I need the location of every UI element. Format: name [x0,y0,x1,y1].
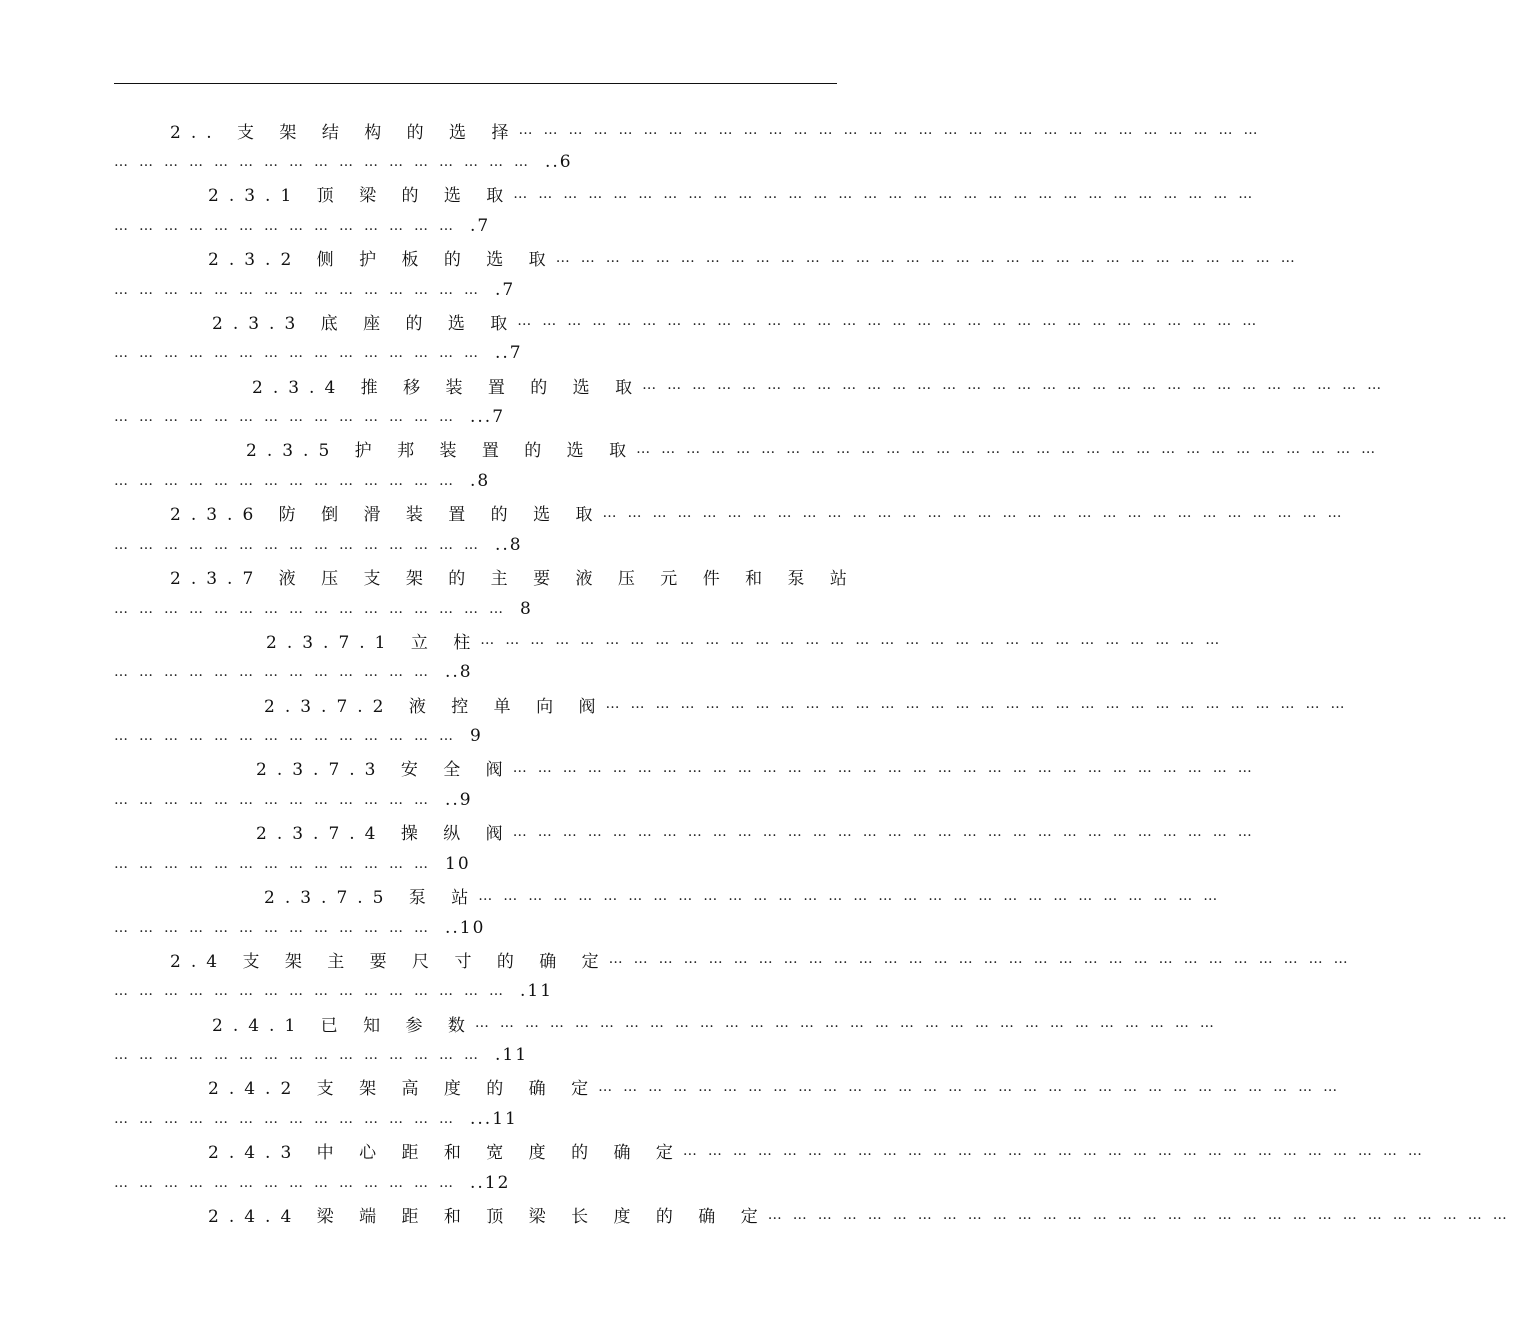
toc-entry-title: 2.3.1 顶 梁 的 选 取 [208,186,514,207]
dot-leader: …………………………………………… [114,154,539,170]
toc-entry[interactable] [114,626,1231,690]
dot-leader: …………………………………… [114,1174,464,1191]
table-of-contents [114,116,1518,1264]
toc-page-number: 8 [520,598,533,619]
toc-entry-title: 2.4.4 梁 端 距 和 顶 梁 长 度 的 确 定 [208,1207,768,1228]
dot-leader: ……………………………………………………………………………… [512,759,1263,776]
dot-leader: ………………………………… [114,664,439,681]
dot-leader: ……………………………………………………………………………… [474,1015,1225,1032]
toc-page-number: ..8 [495,534,523,555]
toc-entry-title: 2.3.7.5 泵 站 [264,888,479,909]
toc-page-number: ...7 [470,407,506,428]
dot-leader: ……………………………………………………………………………… [555,249,1306,266]
dot-leader: ……………………………………… [114,281,489,298]
toc-entry[interactable] [114,1137,1433,1201]
toc-entry[interactable] [114,244,1306,308]
dot-leader: ………………………………………… [114,600,514,617]
toc-entry[interactable] [114,754,1263,818]
dot-leader: ………………………………… [114,855,439,872]
dot-leader: ……………………………………… [114,345,489,362]
toc-entry[interactable] [114,307,1268,371]
toc-entry-title: 2.4.1 已 知 参 数 [212,1015,475,1036]
toc-entry-title: 2.. 支 架 结 构 的 选 择 [170,122,519,143]
toc-entry-title: 2.3.7.2 液 控 单 向 阀 [264,696,606,717]
dot-leader: ……………………………………………………………………………… [605,696,1356,713]
toc-entry[interactable] [114,371,1393,435]
toc-entry-title: 2.3.6 防 倒 滑 装 置 的 选 取 [170,505,603,526]
toc-entry[interactable] [114,690,1356,754]
dot-leader: …………………………………… [114,409,464,426]
toc-entry-title: 2.3.7.4 操 纵 阀 [256,824,513,845]
header-rule [114,83,837,84]
dot-leader: ……………………………………… [114,536,489,553]
toc-page-number: ..8 [445,662,473,683]
toc-entry-title: 2.4.2 支 架 高 度 的 确 定 [208,1079,599,1100]
toc-entry-title: 2.4 支 架 主 要 尺 寸 的 确 定 [170,951,609,972]
toc-page-number: 9 [470,726,483,747]
toc-entry[interactable] [114,1009,1225,1073]
toc-entry-title: 2.3.4 推 移 装 置 的 选 取 [252,377,643,398]
toc-entry[interactable] [114,1201,1518,1265]
toc-entry[interactable] [114,882,1229,946]
toc-page-number: .7 [470,215,491,236]
toc-page-number: .7 [495,279,516,300]
toc-page-number: ..7 [495,343,523,364]
dot-leader: …………………………………… [114,1110,464,1127]
toc-entry[interactable] [114,499,1353,563]
toc-entry[interactable] [114,116,1269,180]
toc-page-number: ..9 [445,789,473,810]
dot-leader: ………………………………… [114,919,439,936]
toc-entry-title: 2.3.7.3 安 全 阀 [256,760,513,781]
toc-entry-title: 2.4.3 中 心 距 和 宽 度 的 确 定 [208,1143,683,1164]
toc-entry-title: 2.3.5 护 邦 装 置 的 选 取 [246,441,637,462]
dot-leader: ………………………………… [114,791,439,808]
dot-leader: ……………………………………………………………………………… [767,1206,1518,1223]
toc-page-number: .11 [520,981,554,1002]
toc-page-number: .8 [470,470,491,491]
dot-leader: ……………………………………………………………………………… [602,504,1353,521]
toc-page-number: ..12 [470,1172,511,1193]
toc-entry-title: 2.3.2 侧 护 板 的 选 取 [208,250,556,271]
toc-page-number: ..10 [445,917,486,938]
dot-leader: ……………………………………………………………………………… [608,951,1359,968]
toc-page-number: .11 [495,1045,529,1066]
dot-leader: ……………………………………… [114,1047,489,1064]
toc-entry-title: 2.3.3 底 座 的 选 取 [212,313,518,334]
dot-leader: ……………………………………………………………………………… [642,377,1393,394]
toc-entry[interactable] [114,945,1359,1009]
toc-entry-title: 2.3.7.1 立 柱 [266,632,481,653]
toc-entry[interactable] [114,563,857,627]
dot-leader: ……………………………………………………………………………… [517,313,1268,330]
toc-entry[interactable] [114,1073,1349,1137]
dot-leader: ………………………………………… [114,983,514,1000]
dot-leader: ……………………………………………………………………………… [682,1142,1433,1159]
toc-entry[interactable] [114,435,1387,499]
toc-page-number: ..6 [545,152,573,172]
dot-leader: ……………………………………………………………………………… [512,823,1263,840]
dot-leader: ……………………………………………………………………………… [478,887,1229,904]
dot-leader: …………………………………… [114,728,464,745]
toc-entry-title: 2.3.7 液 压 支 架 的 主 要 液 压 元 件 和 泵 站 [170,569,857,590]
dot-leader: ……………………………………………………………………………… [518,122,1269,138]
dot-leader: …………………………………… [114,472,464,489]
dot-leader: …………………………………… [114,217,464,234]
toc-page-number: 10 [445,853,471,874]
dot-leader: ……………………………………………………………………………… [513,185,1264,202]
dot-leader: ……………………………………………………………………………… [636,440,1387,457]
dot-leader: ……………………………………………………………………………… [598,1078,1349,1095]
toc-page-number: ...11 [470,1108,518,1129]
dot-leader: ……………………………………………………………………………… [480,632,1231,649]
toc-entry[interactable] [114,180,1264,244]
toc-entry[interactable] [114,818,1263,882]
